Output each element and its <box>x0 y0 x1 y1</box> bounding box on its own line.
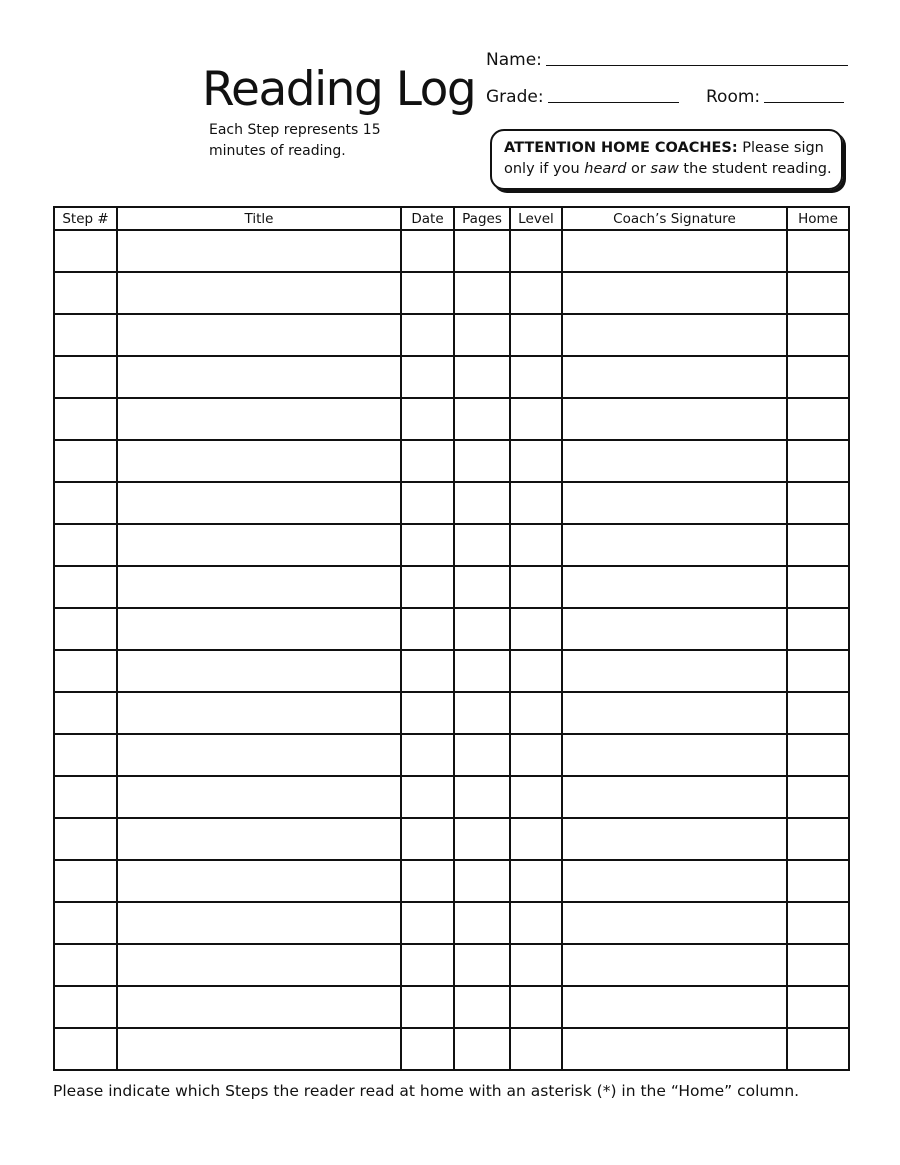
level-cell[interactable] <box>510 608 562 650</box>
step-cell[interactable] <box>54 986 117 1028</box>
date-cell[interactable] <box>401 818 454 860</box>
date-cell[interactable] <box>401 524 454 566</box>
step-cell[interactable] <box>54 230 117 272</box>
home-cell[interactable] <box>787 1028 849 1070</box>
pages-cell[interactable] <box>454 482 510 524</box>
col-header-title: Title <box>117 207 401 230</box>
date-cell[interactable] <box>401 440 454 482</box>
step-cell[interactable] <box>54 860 117 902</box>
level-cell[interactable] <box>510 650 562 692</box>
date-cell[interactable] <box>401 398 454 440</box>
title-cell[interactable] <box>117 524 401 566</box>
col-header-date: Date <box>401 207 454 230</box>
grade-input-line[interactable] <box>548 102 679 103</box>
title-cell[interactable] <box>117 566 401 608</box>
date-cell[interactable] <box>401 482 454 524</box>
signature-cell[interactable] <box>562 524 787 566</box>
table-row <box>54 818 849 860</box>
table-row <box>54 986 849 1028</box>
room-field <box>706 87 844 107</box>
title-cell[interactable] <box>117 314 401 356</box>
home-cell[interactable] <box>787 566 849 608</box>
title-cell[interactable] <box>117 398 401 440</box>
room-label: Room: <box>706 87 761 107</box>
step-cell[interactable] <box>54 650 117 692</box>
col-header-level: Level <box>510 207 562 230</box>
date-cell[interactable] <box>401 776 454 818</box>
col-header-signature: Coach’s Signature <box>562 207 787 230</box>
level-cell[interactable] <box>510 776 562 818</box>
step-cell[interactable] <box>54 776 117 818</box>
home-cell[interactable] <box>787 902 849 944</box>
attention-box <box>490 129 843 190</box>
name-label: Name: <box>486 50 542 70</box>
step-cell[interactable] <box>54 608 117 650</box>
name-field <box>486 50 848 70</box>
level-cell[interactable] <box>510 398 562 440</box>
title-cell[interactable] <box>117 482 401 524</box>
pages-cell[interactable] <box>454 860 510 902</box>
level-cell[interactable] <box>510 1028 562 1070</box>
page-title: Reading Log <box>202 62 476 117</box>
home-cell[interactable] <box>787 356 849 398</box>
title-cell[interactable] <box>117 1028 401 1070</box>
pages-cell[interactable] <box>454 902 510 944</box>
title-cell[interactable] <box>117 902 401 944</box>
grade-field <box>486 87 679 107</box>
title-cell[interactable] <box>117 944 401 986</box>
date-cell[interactable] <box>401 902 454 944</box>
home-cell[interactable] <box>787 986 849 1028</box>
home-cell[interactable] <box>787 482 849 524</box>
pages-cell[interactable] <box>454 1028 510 1070</box>
table-row <box>54 524 849 566</box>
pages-cell[interactable] <box>454 230 510 272</box>
date-cell[interactable] <box>401 1028 454 1070</box>
pages-cell[interactable] <box>454 692 510 734</box>
pages-cell[interactable] <box>454 566 510 608</box>
step-cell[interactable] <box>54 734 117 776</box>
pages-cell[interactable] <box>454 986 510 1028</box>
col-header-step: Step # <box>54 207 117 230</box>
table-row <box>54 902 849 944</box>
level-cell[interactable] <box>510 482 562 524</box>
level-cell[interactable] <box>510 902 562 944</box>
title-cell[interactable] <box>117 986 401 1028</box>
title-cell[interactable] <box>117 272 401 314</box>
attention-heading: ATTENTION HOME COACHES: <box>504 140 738 156</box>
room-input-line[interactable] <box>764 102 844 103</box>
table-header-row <box>54 207 849 230</box>
title-cell[interactable] <box>117 776 401 818</box>
step-cell[interactable] <box>54 818 117 860</box>
signature-cell[interactable] <box>562 986 787 1028</box>
title-cell[interactable] <box>117 230 401 272</box>
table-row <box>54 734 849 776</box>
signature-cell[interactable] <box>562 230 787 272</box>
col-header-home: Home <box>787 207 849 230</box>
step-cell[interactable] <box>54 482 117 524</box>
date-cell[interactable] <box>401 734 454 776</box>
signature-cell[interactable] <box>562 1028 787 1070</box>
date-cell[interactable] <box>401 230 454 272</box>
table-row <box>54 608 849 650</box>
home-cell[interactable] <box>787 398 849 440</box>
level-cell[interactable] <box>510 314 562 356</box>
level-cell[interactable] <box>510 524 562 566</box>
date-cell[interactable] <box>401 272 454 314</box>
date-cell[interactable] <box>401 944 454 986</box>
signature-cell[interactable] <box>562 650 787 692</box>
reading-log-table <box>53 206 850 1071</box>
signature-cell[interactable] <box>562 944 787 986</box>
signature-cell[interactable] <box>562 608 787 650</box>
title-cell[interactable] <box>117 860 401 902</box>
table-row <box>54 650 849 692</box>
home-cell[interactable] <box>787 692 849 734</box>
name-input-line[interactable] <box>546 65 848 66</box>
step-cell[interactable] <box>54 902 117 944</box>
attention-emphasis-heard: heard <box>584 161 627 177</box>
table-row <box>54 944 849 986</box>
pages-cell[interactable] <box>454 272 510 314</box>
level-cell[interactable] <box>510 440 562 482</box>
table-row <box>54 860 849 902</box>
table-row <box>54 356 849 398</box>
step-cell[interactable] <box>54 1028 117 1070</box>
table-row <box>54 566 849 608</box>
date-cell[interactable] <box>401 566 454 608</box>
table-row <box>54 272 849 314</box>
home-cell[interactable] <box>787 524 849 566</box>
home-cell[interactable] <box>787 650 849 692</box>
pages-cell[interactable] <box>454 398 510 440</box>
date-cell[interactable] <box>401 650 454 692</box>
date-cell[interactable] <box>401 692 454 734</box>
signature-cell[interactable] <box>562 272 787 314</box>
step-cell[interactable] <box>54 692 117 734</box>
home-cell[interactable] <box>787 944 849 986</box>
level-cell[interactable] <box>510 944 562 986</box>
step-cell[interactable] <box>54 272 117 314</box>
signature-cell[interactable] <box>562 440 787 482</box>
step-cell[interactable] <box>54 356 117 398</box>
table-row <box>54 776 849 818</box>
level-cell[interactable] <box>510 692 562 734</box>
title-cell[interactable] <box>117 734 401 776</box>
pages-cell[interactable] <box>454 314 510 356</box>
signature-cell[interactable] <box>562 398 787 440</box>
signature-cell[interactable] <box>562 482 787 524</box>
date-cell[interactable] <box>401 314 454 356</box>
level-cell[interactable] <box>510 818 562 860</box>
level-cell[interactable] <box>510 986 562 1028</box>
table-row <box>54 692 849 734</box>
step-cell[interactable] <box>54 566 117 608</box>
home-cell[interactable] <box>787 314 849 356</box>
signature-cell[interactable] <box>562 356 787 398</box>
level-cell[interactable] <box>510 566 562 608</box>
col-header-pages: Pages <box>454 207 510 230</box>
date-cell[interactable] <box>401 986 454 1028</box>
signature-cell[interactable] <box>562 692 787 734</box>
level-cell[interactable] <box>510 272 562 314</box>
title-cell[interactable] <box>117 692 401 734</box>
attention-text: or <box>626 161 651 177</box>
table-row <box>54 230 849 272</box>
level-cell[interactable] <box>510 230 562 272</box>
title-cell[interactable] <box>117 440 401 482</box>
pages-cell[interactable] <box>454 524 510 566</box>
table-row <box>54 440 849 482</box>
home-cell[interactable] <box>787 734 849 776</box>
pages-cell[interactable] <box>454 440 510 482</box>
pages-cell[interactable] <box>454 776 510 818</box>
pages-cell[interactable] <box>454 818 510 860</box>
signature-cell[interactable] <box>562 314 787 356</box>
date-cell[interactable] <box>401 356 454 398</box>
home-cell[interactable] <box>787 440 849 482</box>
step-note: Each Step represents 15 minutes of reading. <box>209 122 381 159</box>
home-cell[interactable] <box>787 818 849 860</box>
level-cell[interactable] <box>510 860 562 902</box>
home-cell[interactable] <box>787 230 849 272</box>
step-cell[interactable] <box>54 524 117 566</box>
title-cell[interactable] <box>117 818 401 860</box>
pages-cell[interactable] <box>454 944 510 986</box>
step-cell[interactable] <box>54 314 117 356</box>
signature-cell[interactable] <box>562 860 787 902</box>
level-cell[interactable] <box>510 356 562 398</box>
signature-cell[interactable] <box>562 776 787 818</box>
pages-cell[interactable] <box>454 734 510 776</box>
home-cell[interactable] <box>787 776 849 818</box>
home-cell[interactable] <box>787 608 849 650</box>
step-cell[interactable] <box>54 440 117 482</box>
signature-cell[interactable] <box>562 566 787 608</box>
title-cell[interactable] <box>117 650 401 692</box>
step-cell[interactable] <box>54 944 117 986</box>
table-row <box>54 314 849 356</box>
signature-cell[interactable] <box>562 734 787 776</box>
table-row <box>54 398 849 440</box>
attention-text: Please sign only if you <box>504 140 824 177</box>
table-row <box>54 1028 849 1070</box>
step-cell[interactable] <box>54 398 117 440</box>
table-row <box>54 482 849 524</box>
pages-cell[interactable] <box>454 608 510 650</box>
pages-cell[interactable] <box>454 356 510 398</box>
title-cell[interactable] <box>117 608 401 650</box>
home-cell[interactable] <box>787 272 849 314</box>
home-cell[interactable] <box>787 860 849 902</box>
level-cell[interactable] <box>510 734 562 776</box>
title-cell[interactable] <box>117 356 401 398</box>
attention-text: the student reading. <box>678 161 832 177</box>
footer-instructions: Please indicate which Steps the reader read at home with an asterisk (*) in the “Home” column. <box>53 1082 800 1100</box>
date-cell[interactable] <box>401 608 454 650</box>
date-cell[interactable] <box>401 860 454 902</box>
attention-emphasis-saw: saw <box>650 161 679 177</box>
signature-cell[interactable] <box>562 818 787 860</box>
pages-cell[interactable] <box>454 650 510 692</box>
signature-cell[interactable] <box>562 902 787 944</box>
grade-label: Grade: <box>486 87 544 107</box>
